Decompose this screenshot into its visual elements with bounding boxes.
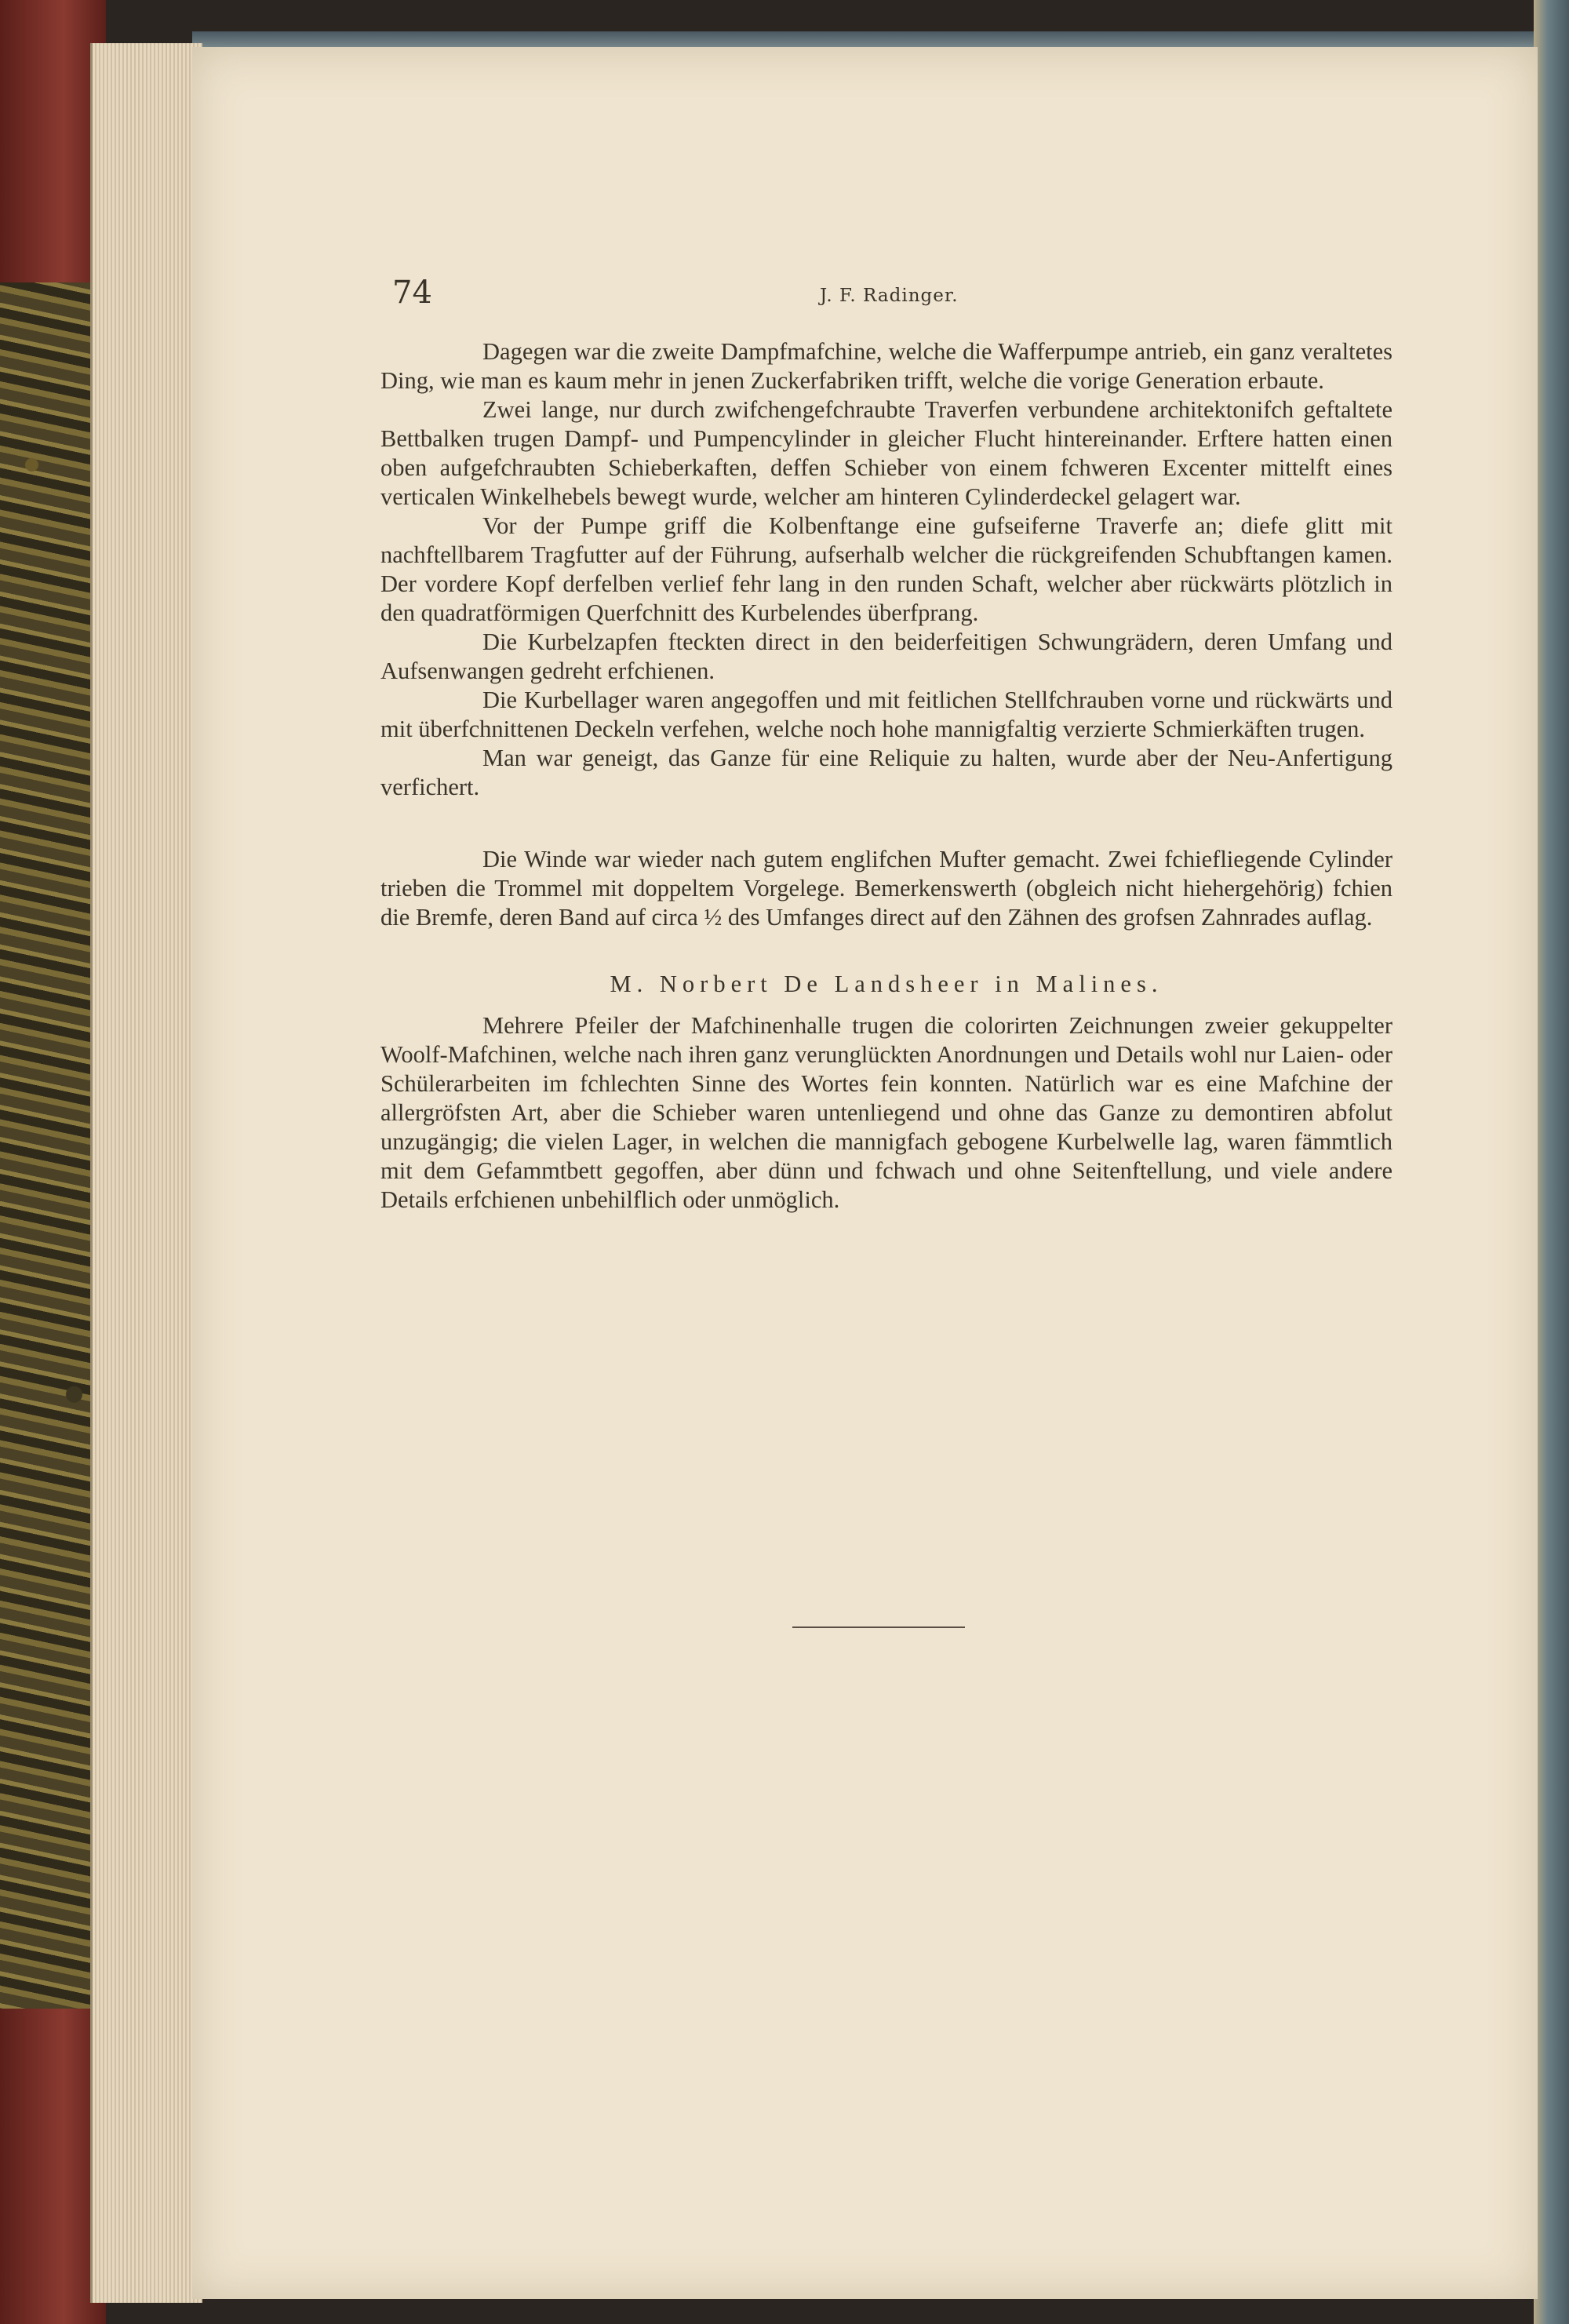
running-head: J. F. Radinger. (820, 286, 959, 306)
paragraph: Man war geneigt, das Ganze für eine Reliquie zu halten, wurde aber der Neu-Anfertigung verfichert. (380, 745, 1392, 800)
page-number: 74 (392, 275, 432, 311)
paragraph: Die Kurbellager waren angegoffen und mit feitlichen Stellfchrauben vorne und rückwärts und mit überfchnittenen Deckeln verfehen, welche noch hohe mannigfaltig verzierte Schmierkäften trugen. (380, 687, 1392, 742)
cover-edge-top (192, 31, 1569, 49)
paragraph: Die Kurbelzapfen fteckten direct in den beiderfeitigen Schwungrädern, deren Umfang und Aufsenwangen gedreht erfchienen. (380, 628, 1392, 684)
paragraph-gap (380, 802, 1392, 845)
end-rule (792, 1626, 965, 1628)
section-heading: M. Norbert De Landsheer in Malines. (610, 971, 1163, 997)
page-stack-edges (90, 43, 202, 2303)
paragraph: Zwei lange, nur durch zwifchengefchraubte Traverfen verbundene architektonifch geftaltete Bettbalken trugen Dampf- und Pumpencylinder in gleicher Flucht hintereinander. Erftere hatten einen oben aufgefchraubten Schieberkaften, deffen Schieber von einem fchweren Excenter mittelft eines verticalen Winkelhebels bewegt wurde, welcher am hinteren Cylinderdeckel gelagert war. (380, 396, 1392, 510)
paragraph: Vor der Pumpe griff die Kolbenftange eine gufseiferne Traverfe an; diefe glitt mit nachftellbarem Tragfutter auf der Führung, aufserhalb welcher die rückgreifenden Schubftangen kamen. Der vordere Kopf derfelben verlief fehr lang in den runden Schaft, welcher aber rückwärts plötzlich in den quadratförmigen Querfchnitt des Kurbelendes überfprang. (380, 512, 1392, 626)
paragraph-winde: Die Winde war wieder nach gutem englifchen Mufter gemacht. Zwei fchiefliegende Cylinder trieben die Trommel mit doppeltem Vorgelege. Bemerkenswerth (obgleich nicht hiehergehörig) fchien die Bremfe, deren Band auf circa ½ des Umfanges direct auf den Zähnen des grofsen Zahnrades auflag. (380, 846, 1392, 931)
paragraph: Dagegen war die zweite Dampfmafchine, welche die Wafferpumpe antrieb, ein ganz veraltetes Ding, wie man es kaum mehr in jenen Zuckerfabriken trifft, welche die vorige Generation erbaute. (380, 338, 1392, 394)
paragraph-landsheer: Mehrere Pfeiler der Mafchinenhalle trugen die colorirten Zeichnungen zweier gekuppelter Woolf-Mafchinen, welche nach ihren ganz verunglückten Anordnungen und Details wohl nur Laien- oder Schülerarbeiten im fchlechten Sinne des Wortes fein konnten. Natürlich war es eine Mafchine der allergröfsten Art, aber die Schieber waren untenliegend und ohne das Ganze zu demontiren abfolut unzugängig; die vielen Lager, in welchen die mannigfach gebogene Kurbelwelle lag, waren fämmtlich mit dem Gefammtbett gegoffen, aber dünn und fchwach und ohne Seitenftellung, und viele andere Details erfchienen unbehilflich oder unmöglich. (380, 1012, 1392, 1213)
page-header (392, 275, 1404, 322)
cover-edge-right (1534, 0, 1569, 2324)
body-text (380, 337, 1392, 1215)
